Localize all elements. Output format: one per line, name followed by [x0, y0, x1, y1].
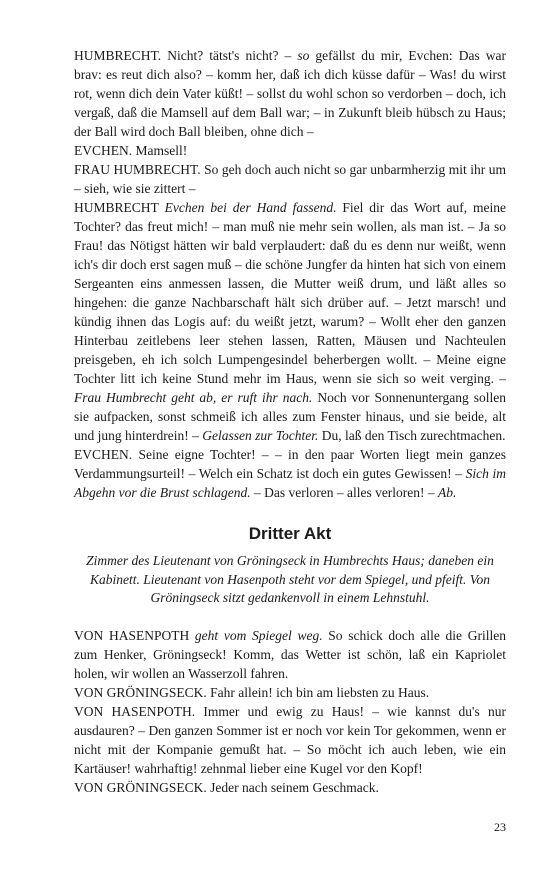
page-text	[74, 46, 506, 797]
speech-hasenpoth: VON HASENPOTH. Immer und ewig zu Haus! – wie kannst du's nur ausdauren? – Den ganzen Sommer ist er noch vor kein Tor gekommen, wenn er nicht mit der Kompanie gemußt hat. – So möcht ich auch leben, wie ein Kartäuser! wahrhaftig! zehnmal lieber eine Kugel vor den Kopf!	[74, 703, 506, 776]
speech-groeningseck: VON GRÖNINGSECK. Fahr allein! ich bin am liebsten zu Haus.	[74, 684, 430, 700]
speech-frau-humbrecht: FRAU HUMBRECHT. So geh doch auch nicht so gar unbarmherzig mit ihr um – sieh, wie sie zittert –	[74, 162, 506, 196]
speech-evchen: EVCHEN. Seine eigne Tochter! – – in den paar Worten liegt mein ganzes Verdammungsurteil! – Welch ein Schatz ist doch ein gutes Gewissen! – Sich im Abgehn vor die Brust schlagend. – Das verloren – alles verloren! – Ab.	[74, 447, 507, 500]
speech-hasenpoth: VON HASENPOTH geht vom Spiegel weg. So schick doch alle die Grillen zum Henker, Gröningseck! Komm, das Wetter ist schön, laß ein Kapriolet holen, wir wollen an Wasserzoll fahren.	[74, 627, 506, 681]
act-heading: Dritter Akt	[248, 524, 332, 543]
speech-groeningseck: VON GRÖNINGSECK. Jeder nach seinem Geschmack.	[74, 779, 379, 795]
speech-humbrecht: HUMBRECHT Evchen bei der Hand fassend. Fiel dir das Wort auf, meine Tochter? das freut mich! – man muß nie mehr sein wollen, als man ist. – Ja so Frau! das Nötigst hätten wir bald verplaudert: daß du es denn nur weißt, wenn ich's dir doch erst sagen muß – die schöne Jungfer da hinten hat sich von einem Sergeanten eins anmessen lassen, die Mutter weiß drum, und läßt alles so hingehen: die ganze Nachbarschaft hält sich drüber auf. – Jetzt marsch! und kündig ihnen das Logis auf: du weißt jetzt, warum? – Wollt eher den ganzen Hinterbau zeitlebens leer stehen lassen, Ratten, Mäusen und Nachteulen preisgeben, eh ich solch Lumpengesindel beherbergen wollt. – Meine eigne Tochter litt ich keine Stund mehr im Haus, wenn sie sich so weit verging. – Frau Humbrecht geht ab, er ruft ihr nach. Noch vor Sonnenuntergang sollen sie aufpacken, sonst schmeiß ich alles zum Fenster hinaus, und sie beide, alt und jung hinterdrein! – Gelassen zur Tochter. Du, laß den Tisch zurechtmachen.	[74, 200, 506, 443]
speech-evchen: EVCHEN. Mamsell!	[74, 143, 188, 158]
stage-direction: Zimmer des Lieutenant von Gröningseck in Humbrechts Haus; daneben ein Kabinett. Lieutenant von Hasenpoth steht vor dem Spiegel, und pfeift. Von Gröningseck sitzt gedankenvoll in einem Lehnstuhl.	[86, 553, 494, 605]
page-number: 23	[494, 820, 506, 834]
speech-humbrecht: HUMBRECHT. Nicht? tätst's nicht? – so gefällst du mir, Evchen: Das war brav: es reut dich also? – komm her, daß ich dich küsse dafür – Was! du wirst rot, wenn dich dein Vater küßt! – sollst du wohl schon so verdorben – doch, ich vergaß, daß die Mamsell auf dem Ball war; – in Zukunft bleib hübsch zu Haus; der Ball wird doch Ball bleiben, ohne dich –	[74, 48, 506, 139]
